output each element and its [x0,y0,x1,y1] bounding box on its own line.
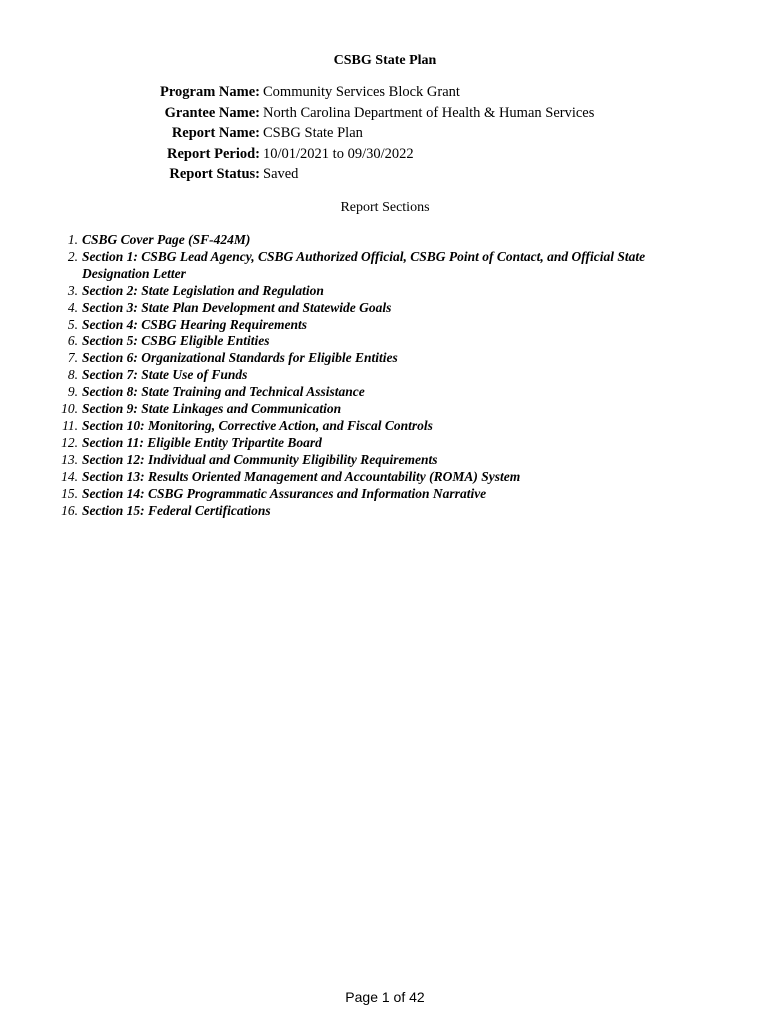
section-title[interactable]: Section 15: Federal Certifications [82,502,271,518]
section-item[interactable] [0,367,770,384]
section-item[interactable] [0,401,770,418]
meta-label: Report Status: [169,166,260,182]
meta-row-report-period [0,144,770,165]
meta-value: North Carolina Department of Health & Human Services [263,104,595,121]
section-number: 1. [67,232,78,247]
section-number: 11. [62,417,78,433]
section-item[interactable] [0,283,770,300]
section-item[interactable] [0,350,770,367]
section-title[interactable]: Section 3: State Plan Development and Statewide Goals [82,299,392,315]
section-item[interactable] [0,486,770,503]
section-item[interactable] [0,333,770,350]
section-number: 7. [67,350,78,366]
section-title[interactable]: Section 13: Results Oriented Management and Accountability (ROMA) System [82,468,521,484]
section-number: 5. [67,316,78,332]
meta-value: Community Services Block Grant [263,84,460,100]
section-number: 2. [67,248,78,264]
report-sections-list [0,232,770,519]
section-item[interactable] [0,503,770,520]
section-number: 10. [61,401,78,417]
meta-label: Program Name: [160,84,260,100]
section-title[interactable]: Section 10: Monitoring, Corrective Action, and Fiscal Controls [82,417,433,433]
section-number: 3. [67,282,78,298]
section-title[interactable]: Section 9: State Linkages and Communication [82,401,342,417]
section-number: 8. [67,367,78,383]
section-title[interactable]: Section 7: State Use of Funds [82,367,248,383]
section-number: 4. [67,299,78,315]
section-title[interactable]: Section 6: Organizational Standards for Eligible Entities [82,350,398,366]
section-title[interactable]: CSBG Cover Page (SF-424M) [82,232,251,247]
section-item[interactable] [0,435,770,452]
meta-label: Report Name: [171,125,260,141]
sections-heading: Report Sections [340,200,430,215]
meta-row-grantee-name [0,103,770,124]
section-title[interactable]: Section 2: State Legislation and Regulation [82,282,324,298]
meta-row-report-name [0,123,770,144]
section-title[interactable]: Section 8: State Training and Technical Assistance [82,384,365,400]
section-item[interactable] [0,418,770,435]
section-item[interactable] [0,384,770,401]
section-title[interactable]: Section 14: CSBG Programmatic Assurances and Information Narrative [82,485,487,501]
section-title[interactable]: Section 4: CSBG Hearing Requirements [82,316,308,332]
meta-label: Report Period: [166,145,260,162]
section-title[interactable]: Section 1: CSBG Lead Agency, CSBG Authorized Official, CSBG Point of Contact, and Official State Designation Letter [82,248,646,281]
section-number: 6. [67,333,78,349]
meta-value: 10/01/2021 to 09/30/2022 [263,145,414,162]
meta-row-report-status [0,164,770,185]
meta-value: CSBG State Plan [263,125,363,141]
section-item[interactable] [0,249,770,283]
section-item[interactable] [0,452,770,469]
section-item[interactable] [0,300,770,317]
meta-row-program-name [0,82,770,103]
section-number: 14. [61,468,78,484]
section-item[interactable] [0,232,770,249]
section-title[interactable]: Section 5: CSBG Eligible Entities [82,333,270,349]
document-title: CSBG State Plan [333,53,437,68]
section-number: 12. [61,434,78,450]
report-metadata [0,82,770,185]
section-number: 15. [61,485,78,501]
section-number: 16. [61,502,78,518]
meta-label: Grantee Name: [164,104,260,121]
page-number-footer: Page 1 of 42 [345,989,425,1005]
section-item[interactable] [0,469,770,486]
section-item[interactable] [0,317,770,334]
section-number: 9. [67,384,78,400]
meta-value: Saved [263,166,299,182]
section-title[interactable]: Section 11: Eligible Entity Tripartite Board [82,434,322,450]
section-title[interactable]: Section 12: Individual and Community Eligibility Requirements [82,451,438,467]
section-number: 13. [61,451,78,467]
